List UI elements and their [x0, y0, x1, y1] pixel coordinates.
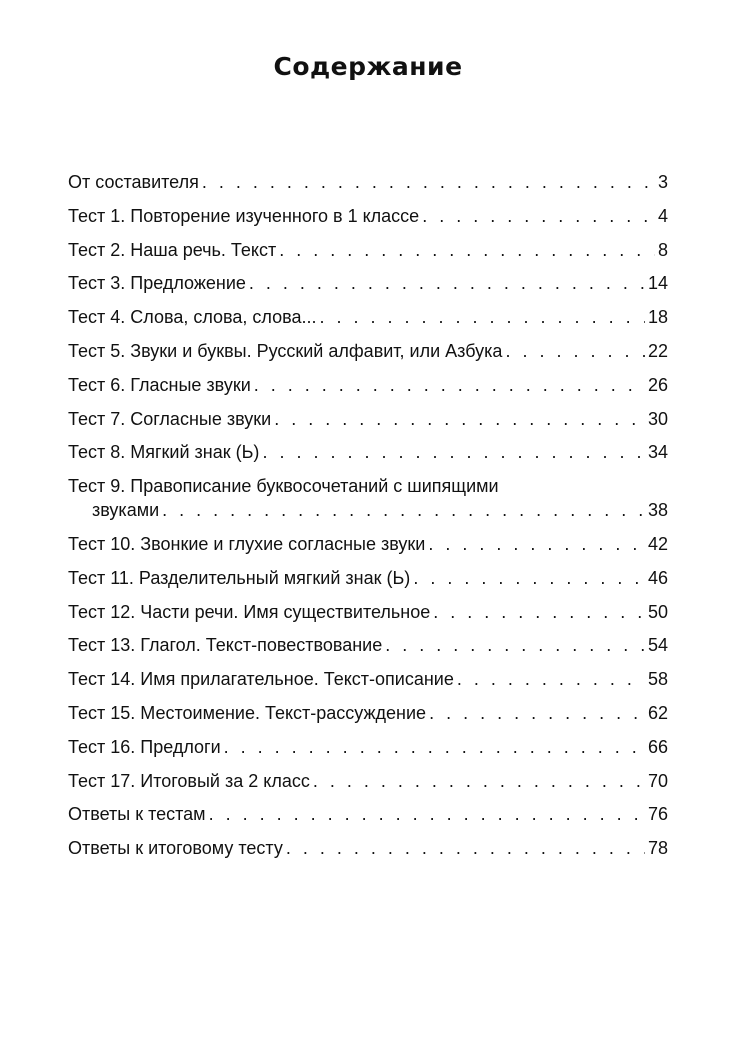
toc-entry-page: 50 — [647, 601, 668, 622]
toc-entry-page: 8 — [657, 239, 668, 260]
leader-dots — [385, 633, 645, 657]
toc-entry-label: Тест 17. Итоговый за 2 класс — [68, 770, 310, 791]
toc-entry[interactable] — [68, 170, 668, 194]
toc-entry[interactable] — [68, 238, 668, 262]
toc-entry-label: Тест 4. Слова, слова, слова... — [68, 307, 317, 328]
toc-entry[interactable] — [68, 204, 668, 228]
toc-entry-page: 46 — [647, 567, 668, 588]
toc-entry-label: Тест 10. Звонкие и глухие согласные звуки — [68, 533, 426, 554]
leader-dots — [254, 373, 645, 397]
toc-entry-label: Тест 7. Согласные звуки — [68, 408, 272, 429]
toc-entry-label: Тест 8. Мягкий знак (Ь) — [68, 442, 260, 463]
toc-entry-label: Тест 2. Наша речь. Текст — [68, 239, 277, 260]
toc-entry-page: 34 — [647, 442, 668, 463]
toc-entry-label: Ответы к тестам — [68, 804, 206, 825]
toc-entry-page: 62 — [647, 702, 668, 723]
toc-entry-page: 26 — [647, 374, 668, 395]
leader-dots — [428, 532, 645, 556]
toc-entry[interactable] — [68, 532, 668, 556]
toc-entry-page: 4 — [657, 205, 668, 226]
leader-dots — [224, 735, 645, 759]
toc-entry-page: 38 — [647, 500, 668, 521]
leader-dots — [274, 407, 645, 431]
leader-dots — [262, 440, 645, 464]
toc-entry[interactable] — [68, 407, 668, 431]
toc-entry[interactable] — [68, 735, 668, 759]
toc-entry-page: 78 — [647, 838, 668, 859]
toc-entry[interactable] — [68, 633, 668, 657]
toc-entry-label: Тест 14. Имя прилагательное. Текст-описание — [68, 669, 454, 690]
toc-entry[interactable] — [68, 600, 668, 624]
toc-entry-page: 22 — [647, 340, 668, 361]
leader-dots — [279, 238, 655, 262]
toc-entry-label: Ответы к итоговому тесту — [68, 838, 283, 859]
toc-entry-page: 30 — [647, 408, 668, 429]
toc-entry-label-continued: звуками — [92, 500, 160, 521]
leader-dots — [249, 271, 645, 295]
leader-dots — [313, 769, 645, 793]
toc-entry[interactable] — [68, 271, 668, 295]
toc-entry[interactable] — [68, 305, 668, 329]
toc-entry-page: 3 — [657, 172, 668, 192]
page-title: Содержание — [273, 52, 463, 81]
toc-entry[interactable] — [68, 802, 668, 826]
toc-entry-page: 18 — [647, 307, 668, 328]
toc-entry-label: Тест 1. Повторение изученного в 1 классе — [68, 205, 420, 226]
leader-dots — [429, 701, 645, 725]
toc-entry-page: 70 — [647, 770, 668, 791]
toc-entry[interactable] — [68, 373, 668, 397]
leader-dots — [320, 305, 645, 329]
leader-dots — [505, 339, 645, 363]
toc-entry[interactable] — [68, 667, 668, 691]
toc-entry[interactable] — [68, 440, 668, 464]
toc-entry-label: Тест 12. Части речи. Имя существительное — [68, 601, 431, 622]
leader-dots — [286, 836, 645, 860]
toc-entry[interactable] — [68, 701, 668, 725]
leader-dots — [457, 667, 645, 691]
toc-entry-label: Тест 11. Разделительный мягкий знак (Ь) — [68, 567, 411, 588]
toc-entry-label: От составителя — [68, 172, 199, 192]
toc-entry-page: 66 — [647, 736, 668, 757]
toc-entry[interactable] — [68, 836, 668, 860]
leader-dots — [202, 170, 655, 194]
leader-dots — [209, 802, 645, 826]
leader-dots — [422, 204, 655, 228]
toc-entry-page: 76 — [647, 804, 668, 825]
toc-entry[interactable] — [68, 566, 668, 590]
toc-entry[interactable] — [68, 474, 668, 522]
leader-dots — [162, 498, 645, 522]
toc-entry-label: Тест 13. Глагол. Текст-повествование — [68, 635, 383, 656]
toc-entry-page: 42 — [647, 533, 668, 554]
toc-entry-label: Тест 6. Гласные звуки — [68, 374, 251, 395]
toc-entry-page: 54 — [647, 635, 668, 656]
leader-dots — [413, 566, 645, 590]
toc-entry-label: Тест 16. Предлоги — [68, 736, 221, 757]
toc-entry-label: Тест 9. Правописание буквосочетаний с шипящими — [68, 476, 499, 497]
table-of-contents — [68, 170, 668, 870]
toc-entry-label: Тест 3. Предложение — [68, 273, 246, 294]
toc-entry-continuation — [68, 498, 668, 522]
toc-entry-page: 14 — [647, 273, 668, 294]
toc-entry[interactable] — [68, 339, 668, 363]
leader-dots — [433, 600, 645, 624]
toc-entry-label: Тест 5. Звуки и буквы. Русский алфавит, или Азбука — [68, 340, 503, 361]
toc-entry-label: Тест 15. Местоимение. Текст-рассуждение — [68, 702, 427, 723]
toc-entry-page: 58 — [647, 669, 668, 690]
toc-entry[interactable] — [68, 769, 668, 793]
